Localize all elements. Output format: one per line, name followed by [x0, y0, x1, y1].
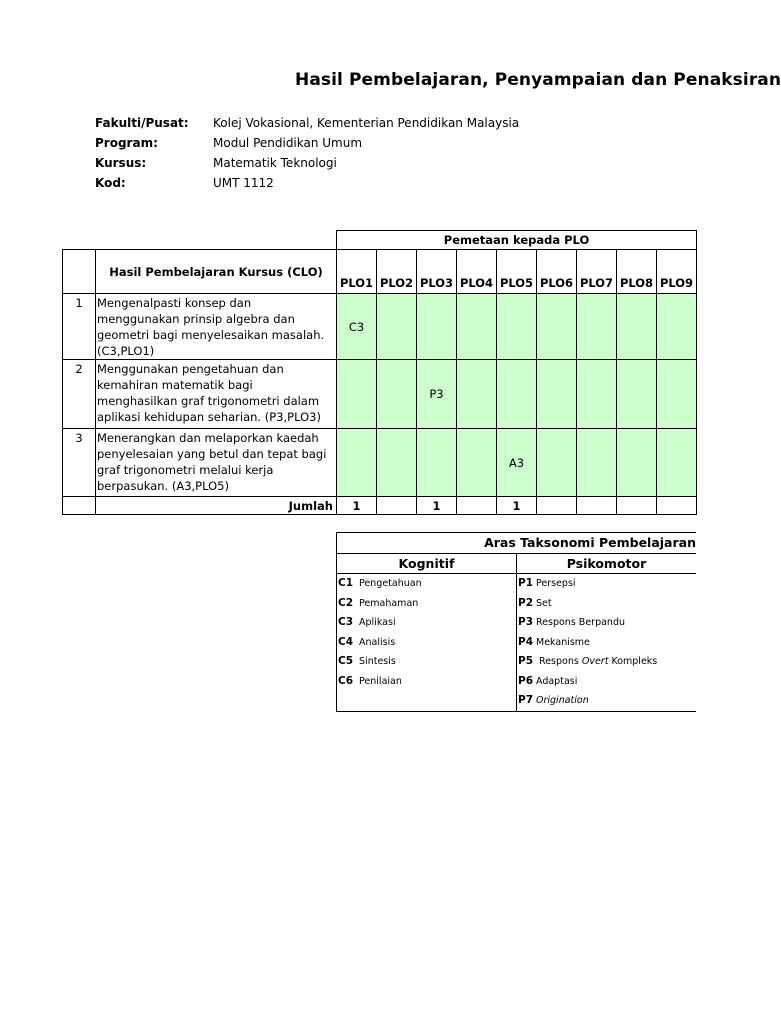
- mapping-cell: [657, 360, 697, 429]
- meta-value: Modul Pendidikan Umum: [213, 136, 363, 150]
- kognitif-header: Kognitif: [337, 554, 516, 574]
- mapping-cell: [577, 429, 617, 497]
- meta-key: Program:: [95, 136, 158, 150]
- mapping-cell: [337, 429, 377, 497]
- level-label: Pemahaman: [359, 597, 419, 609]
- mapping-cell: C3: [337, 294, 377, 360]
- level-label: Adaptasi: [536, 675, 578, 687]
- total-value: [617, 497, 657, 515]
- taxonomy-columns: [337, 554, 696, 711]
- level-label: Sintesis: [359, 656, 396, 667]
- level-label: Origination: [536, 695, 589, 706]
- plo-column-header: PLO4: [457, 250, 497, 294]
- clo-description: Menggunakan pengetahuan dan kemahiran matematik bagi menghasilkan graf trigonometri dalam aplikasi kehidupan seharian. (P3,PLO3): [96, 360, 337, 429]
- level-label-pre: Respons: [539, 656, 579, 667]
- clo-description: Mengenalpasti konsep dan menggunakan prinsip algebra dan geometri bagi menyelesaikan masalah. (C3,PLO1): [96, 294, 337, 360]
- level-label-post: Kompleks: [611, 656, 658, 667]
- level-label-italic: Overt: [581, 656, 609, 667]
- mapping-cell: [577, 294, 617, 360]
- list-item: [517, 672, 696, 692]
- mapping-cell: [417, 429, 457, 497]
- total-value: [457, 497, 497, 515]
- level-code: C5: [338, 655, 354, 667]
- mapping-cell: [337, 360, 377, 429]
- level-code: C1: [338, 577, 354, 589]
- meta-row-fakulti: [95, 113, 519, 133]
- level-label: Set: [536, 597, 552, 609]
- total-value: [577, 497, 617, 515]
- list-item: [517, 594, 696, 614]
- taxonomy-title: Aras Taksonomi Pembelajaran: [484, 535, 696, 550]
- level-label: Persepsi: [536, 578, 576, 589]
- taxonomy-title-bar: [337, 533, 696, 554]
- total-value: 1: [497, 497, 537, 515]
- row-number: 3: [63, 429, 96, 497]
- mapping-cell: [657, 294, 697, 360]
- clo-header: Hasil Pembelajaran Kursus (CLO): [96, 250, 337, 294]
- clo-description: Menerangkan dan melaporkan kaedah penyelesaian yang betul dan tepat bagi graf trigonometri melalui kerja berpasukan. (A3,PLO5): [96, 429, 337, 497]
- mapping-cell: [617, 429, 657, 497]
- plo-mapping-header: Pemetaan kepada PLO: [337, 231, 697, 250]
- meta-row-kod: [95, 173, 519, 193]
- meta-row-kursus: [95, 153, 519, 173]
- list-item: [337, 613, 516, 633]
- level-code: P4: [518, 635, 534, 648]
- list-item: [517, 574, 696, 594]
- level-code: C6: [338, 674, 354, 687]
- total-label: Jumlah: [96, 497, 337, 515]
- mapping-cell: P3: [417, 360, 457, 429]
- blank-cell: [63, 231, 96, 250]
- document-title: Hasil Pembelajaran, Penyampaian dan Penaksiran: [295, 70, 781, 90]
- total-value: [537, 497, 577, 515]
- mapping-cell: [377, 360, 417, 429]
- level-code: C3: [338, 616, 354, 628]
- mapping-cell: [497, 360, 537, 429]
- row-number: 2: [63, 360, 96, 429]
- mapping-cell: [617, 360, 657, 429]
- kognitif-column: [337, 554, 516, 711]
- total-value: 1: [337, 497, 377, 515]
- plo-column-header: PLO6: [537, 250, 577, 294]
- psikomotor-header: Psikomotor: [517, 554, 696, 574]
- list-item: [337, 594, 516, 614]
- total-value: [657, 497, 697, 515]
- row-number: 1: [63, 294, 96, 360]
- meta-key: Kod:: [95, 176, 126, 190]
- mapping-cell: [617, 294, 657, 360]
- taxonomy-legend: [336, 532, 696, 712]
- total-value: 1: [417, 497, 457, 515]
- meta-value: Matematik Teknologi: [213, 156, 337, 170]
- number-header: [63, 250, 96, 294]
- plo-column-header: PLO2: [377, 250, 417, 294]
- mapping-cell: [417, 294, 457, 360]
- table-row: [63, 360, 697, 429]
- mapping-cell: [457, 360, 497, 429]
- meta-row-program: [95, 133, 519, 153]
- plo-column-header: PLO5: [497, 250, 537, 294]
- mapping-cell: [377, 294, 417, 360]
- meta-key: Kursus:: [95, 156, 147, 170]
- level-label: Analisis: [359, 636, 396, 648]
- level-label: Aplikasi: [359, 617, 396, 628]
- level-code: P1: [518, 577, 534, 589]
- list-item: [337, 633, 516, 653]
- list-item: [337, 574, 516, 594]
- mapping-cell: [537, 360, 577, 429]
- mapping-cell: [537, 429, 577, 497]
- level-label: Penilaian: [359, 675, 402, 687]
- level-label: Pengetahuan: [359, 578, 422, 589]
- plo-column-header: PLO9: [657, 250, 697, 294]
- level-code: C4: [338, 635, 354, 648]
- course-info: [95, 113, 519, 193]
- list-item: [517, 691, 696, 711]
- meta-value: UMT 1112: [213, 176, 274, 190]
- level-code: P7: [518, 694, 534, 706]
- list-item: [517, 613, 696, 633]
- total-row: [63, 497, 697, 515]
- blank-cell: [96, 231, 337, 250]
- level-label: Respons Berpandu: [536, 617, 625, 628]
- list-item: [337, 652, 516, 672]
- list-item: [517, 633, 696, 653]
- meta-value: Kolej Vokasional, Kementerian Pendidikan Malaysia: [213, 116, 520, 130]
- list-item: [337, 672, 516, 692]
- total-value: [377, 497, 417, 515]
- level-code: C2: [338, 596, 354, 609]
- level-label: Mekanisme: [536, 636, 590, 648]
- level-code: P2: [518, 596, 534, 609]
- table-row: [63, 429, 697, 497]
- mapping-cell: [657, 429, 697, 497]
- plo-column-header: PLO1: [337, 250, 377, 294]
- mapping-cell: A3: [497, 429, 537, 497]
- level-code: P3: [518, 616, 534, 628]
- mapping-cell: [457, 294, 497, 360]
- plo-column-header: PLO7: [577, 250, 617, 294]
- table-row: [63, 294, 697, 360]
- list-item: [517, 652, 696, 672]
- mapping-cell: [457, 429, 497, 497]
- level-code: P6: [518, 674, 534, 687]
- plo-column-header: PLO8: [617, 250, 657, 294]
- mapping-cell: [377, 429, 417, 497]
- plo-column-header: PLO3: [417, 250, 457, 294]
- clo-plo-mapping-table: [62, 230, 697, 515]
- psikomotor-column: [516, 554, 696, 711]
- level-code: P5: [518, 655, 534, 667]
- mapping-cell: [497, 294, 537, 360]
- mapping-cell: [577, 360, 617, 429]
- meta-key: Fakulti/Pusat:: [95, 116, 189, 130]
- mapping-cell: [537, 294, 577, 360]
- total-blank-cell: [63, 497, 96, 515]
